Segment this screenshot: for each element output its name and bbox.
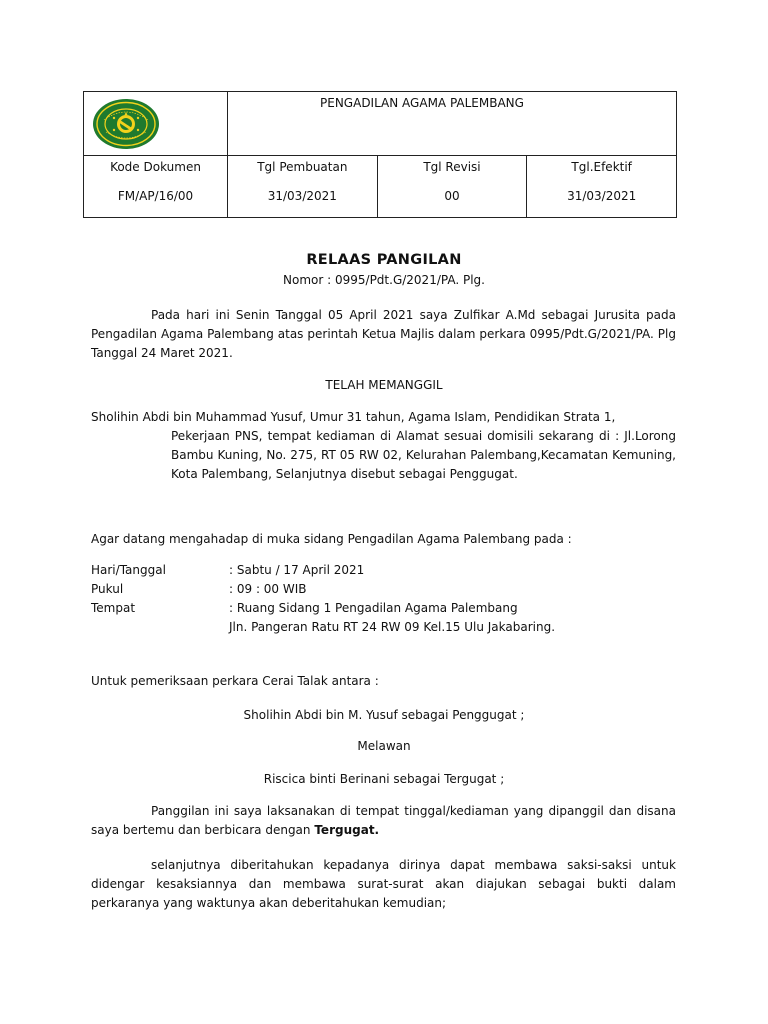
schedule-row-day [91, 561, 691, 580]
plaintiff-line: Sholihin Abdi bin M. Yusuf sebagai Penggugat ; [243, 708, 525, 722]
schedule-value: : Ruang Sidang 1 Pengadilan Agama Palembang [229, 601, 518, 615]
logo-cell [84, 92, 228, 156]
schedule-label: Hari/Tanggal [91, 563, 166, 577]
schedule-value: : 09 : 00 WIB [229, 582, 307, 596]
meta-label: Tgl.Efektif [571, 160, 632, 174]
schedule-label: Pukul [91, 582, 124, 596]
meta-label: Tgl Revisi [423, 160, 481, 174]
meta-cell-revisi [377, 156, 527, 218]
versus-line: Melawan [357, 739, 411, 753]
summons-paragraph [91, 802, 676, 840]
schedule-row-place [91, 599, 691, 618]
intro-paragraph: Pada hari ini Senin Tanggal 05 April 2021 saya Zulfikar A.Md sebagai Jurusita pada Pengadilan Agama Palembang atas perintah Ketua Majlis dalam perkara 0995/Pdt.G/2021/PA. Plg Tanggal 24 Maret 2021. [91, 308, 676, 360]
schedule-row-time [91, 580, 691, 599]
meta-value: 31/03/2021 [567, 189, 637, 203]
meta-cell-pembuatan [228, 156, 378, 218]
meta-cell-efektif [527, 156, 677, 218]
meta-value: 00 [444, 189, 460, 203]
summons-bold: Tergugat. [314, 822, 380, 837]
document-title: RELAAS PANGILAN [306, 252, 462, 268]
closing-paragraph: selanjutnya diberitahukan kepadanya dirinya dapat membawa saksi-saksi untuk didengar kesaksiannya dan membawa surat-surat akan diajukan sebagai bukti dalam perkaranya yang waktunya akan deberitahukan kemudian; [91, 858, 676, 910]
summons-text: Panggilan ini saya laksanakan di tempat tinggal/kediaman yang dipanggil dan disana saya bertemu dan berbicara dengan [91, 804, 676, 837]
schedule-label: Tempat [91, 601, 136, 615]
meta-label: Kode Dokumen [110, 160, 201, 174]
meta-value: 31/03/2021 [267, 189, 337, 203]
exam-line: Untuk pemeriksaan perkara Cerai Talak antara : [91, 674, 379, 688]
court-name: PENGADILAN AGAMA PALEMBANG [320, 96, 524, 110]
schedule-address: Jln. Pangeran Ratu RT 24 RW 09 Kel.15 Ulu Jakabaring. [229, 620, 556, 634]
court-name-cell [228, 92, 677, 156]
attend-line: Agar datang mengahadap di muka sidang Pengadilan Agama Palembang pada : [91, 532, 572, 546]
meta-cell-kode [84, 156, 228, 218]
schedule-block [91, 561, 691, 637]
called-heading: TELAH MEMANGGIL [325, 378, 443, 392]
defendant-line: Riscica binti Berinani sebagai Tergugat ; [263, 772, 505, 786]
meta-label: Tgl Pembuatan [257, 160, 348, 174]
schedule-row-address [91, 618, 691, 637]
called-party-paragraph [91, 408, 676, 484]
court-emblem-icon [92, 98, 160, 150]
called-party-rest: Pekerjaan PNS, tempat kediaman di Alamat sesuai domisili sekarang di : Jl.Lorong Bambu Kuning, No. 275, RT 05 RW 02, Kelurahan Palembang,Kecamatan Kemuning, Kota Palembang, Selanjutnya disebut sebagai Penggugat. [171, 428, 676, 481]
document-number: Nomor : 0995/Pdt.G/2021/PA. Plg. [283, 273, 485, 287]
schedule-value: : Sabtu / 17 April 2021 [229, 563, 365, 577]
meta-value: FM/AP/16/00 [117, 189, 194, 203]
called-party-first-line: Sholihin Abdi bin Muhammad Yusuf, Umur 31 tahun, Agama Islam, Pendidikan Strata 1, [91, 410, 616, 424]
document-header-table [83, 91, 677, 218]
